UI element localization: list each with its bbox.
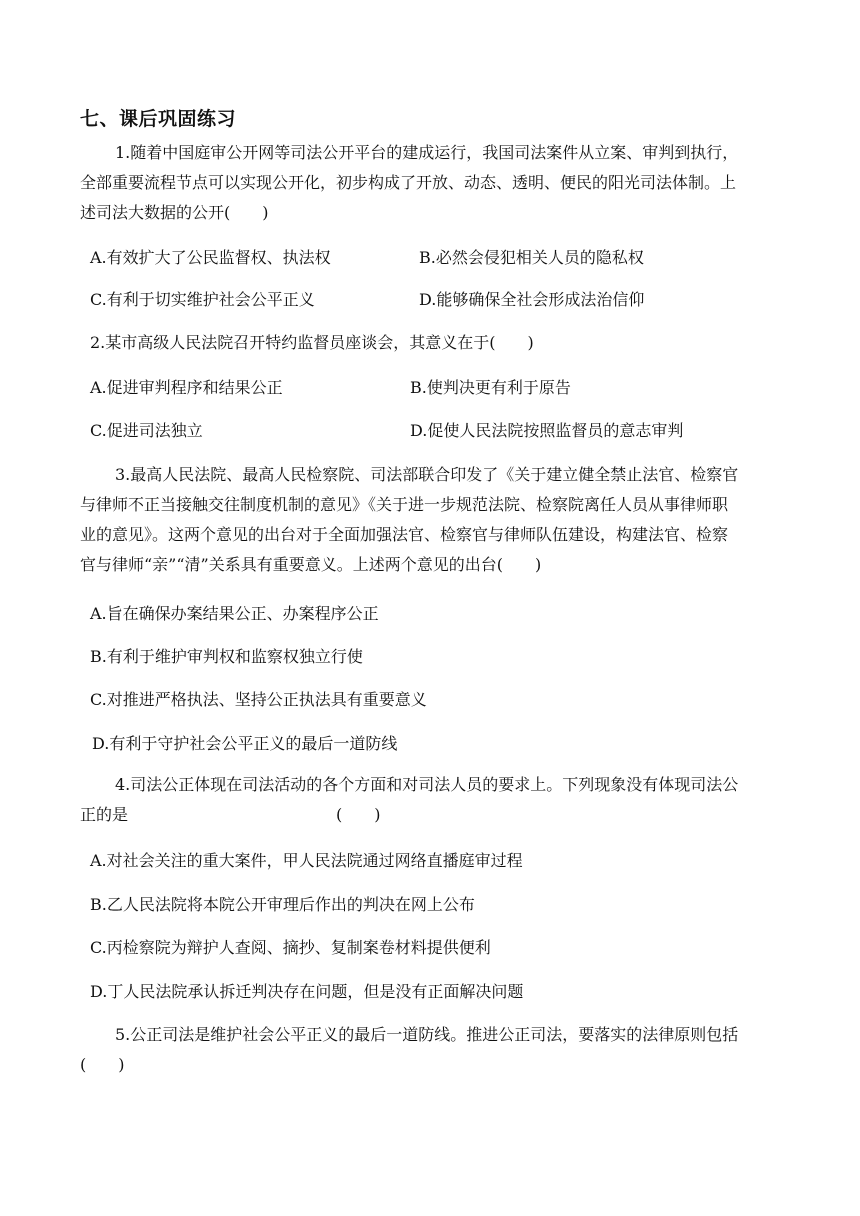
question-3-line: 官与律师“亲”“清”关系具有重要意义。上述两个意见的出台( ) bbox=[80, 555, 542, 574]
question-1-option-c: C.有利于切实维护社会公平正义 bbox=[90, 290, 315, 309]
question-5-stem bbox=[80, 1020, 785, 1080]
question-1-stem bbox=[80, 138, 785, 228]
question-1-line: 1.随着中国庭审公开网等司法公开平台的建成运行，我国司法案件从立案、审判到执行， bbox=[115, 143, 739, 162]
question-1-line: 全部重要流程节点可以实现公开化，初步构成了开放、动态、透明、便民的阳光司法体制。上 bbox=[80, 173, 737, 192]
question-1-line: 述司法大数据的公开( ) bbox=[80, 203, 269, 222]
question-5-line: 5.公正司法是维护社会公平正义的最后一道防线。推进公正司法，要落实的法律原则包括 bbox=[115, 1025, 739, 1044]
question-1-option-a: A.有效扩大了公民监督权、执法权 bbox=[90, 248, 331, 267]
question-2-option-d: D.促使人民法院按照监督员的意志审判 bbox=[410, 421, 684, 440]
question-4-line: 正的是 ( ) bbox=[80, 805, 381, 824]
question-4-option-d: D.丁人民法院承认拆迁判决存在问题，但是没有正面解决问题 bbox=[90, 982, 524, 1001]
question-3-option-a: A.旨在确保办案结果公正、办案程序公正 bbox=[90, 604, 379, 623]
question-4-option-c: C.丙检察院为辩护人查阅、摘抄、复制案卷材料提供便利 bbox=[90, 938, 491, 957]
question-1-option-b: B.必然会侵犯相关人员的隐私权 bbox=[419, 248, 644, 267]
question-3-option-d: D.有利于守护社会公平正义的最后一道防线 bbox=[92, 734, 398, 753]
question-1-option-d: D.能够确保全社会形成法治信仰 bbox=[419, 290, 645, 309]
question-3-option-c: C.对推进严格执法、坚持公正执法具有重要意义 bbox=[90, 690, 427, 709]
question-5-line: ( ) bbox=[80, 1055, 125, 1074]
question-3-line: 业的意见》。这两个意见的出台对于全面加强法官、检察官与律师队伍建设，构建法官、检察 bbox=[80, 525, 729, 544]
question-4-stem bbox=[80, 770, 785, 830]
question-2-stem: 2.某市高级人民法院召开特约监督员座谈会，其意义在于( ) bbox=[90, 333, 534, 352]
question-4-option-a: A.对社会关注的重大案件，甲人民法院通过网络直播庭审过程 bbox=[90, 851, 523, 870]
question-4-option-b: B.乙人民法院将本院公开审理后作出的判决在网上公布 bbox=[90, 895, 475, 914]
question-2-option-a: A.促进审判程序和结果公正 bbox=[90, 378, 283, 397]
question-4-line: 4.司法公正体现在司法活动的各个方面和对司法人员的要求上。下列现象没有体现司法公 bbox=[115, 775, 739, 794]
section-heading: 七、课后巩固练习 bbox=[80, 108, 237, 130]
question-3-stem bbox=[80, 460, 785, 580]
question-3-line: 与律师不正当接触交往制度机制的意见》《关于进一步规范法院、检察院离任人员从事律师职 bbox=[80, 495, 729, 514]
question-2-option-c: C.促进司法独立 bbox=[90, 421, 203, 440]
question-3-option-b: B.有利于维护审判权和监察权独立行使 bbox=[90, 647, 363, 666]
question-3-line: 3.最高人民法院、最高人民检察院、司法部联合印发了《关于建立健全禁止法官、检察官 bbox=[115, 465, 739, 484]
question-2-option-b: B.使判决更有利于原告 bbox=[410, 378, 571, 397]
